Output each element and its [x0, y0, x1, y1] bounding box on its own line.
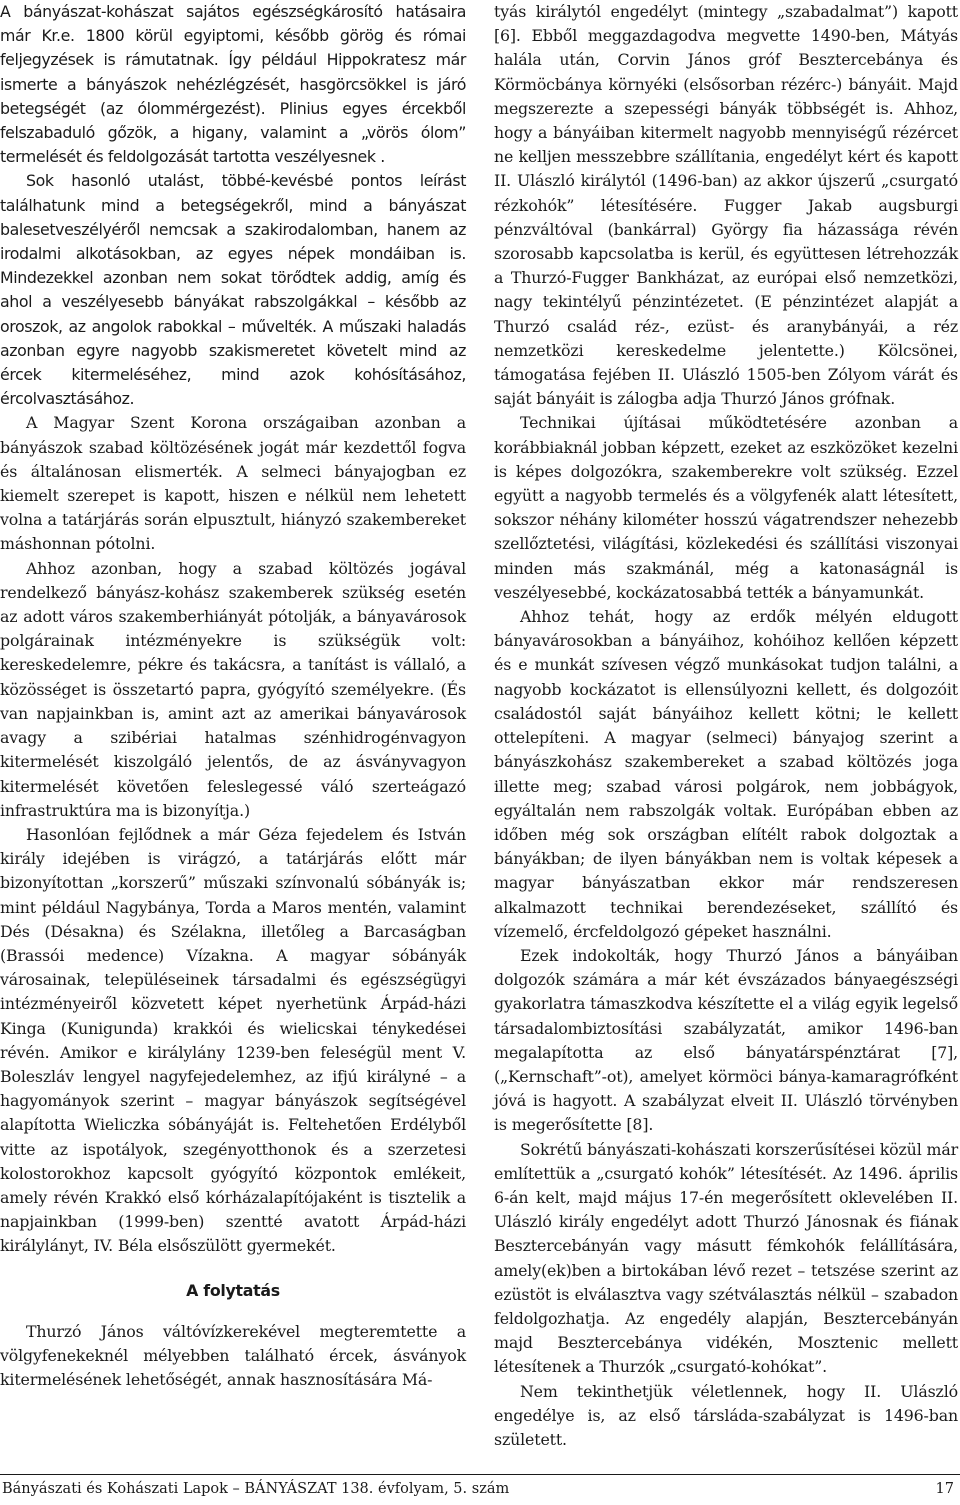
- section-heading: A folytatás: [186, 1280, 280, 1300]
- paragraph: Sok hasonló utalást, többé-kevésbé pontos leírást találhatunk mind a betegségekről, mind a bányászat balesetveszélyéről nemcsak a szakirodalomban, hanem az irodalmi alkotásokban, az egyes népek mondáiban is. Mindezekkel azonban nem sokat törődtek addig, amíg és ahol a veszélyesebb bányákat rabszolgákkal – később az oroszok, az angolok rabokkal – művelték. A műszaki haladás azonban egyre nagyobb szakismeretet követelt mind az ércek kitermeléséhez, mind azok kohósításához, ércolvasztásához.: [0, 171, 466, 409]
- paragraph: Ezek indokolták, hogy Thurzó János a bányáiban dolgozók számára a már két évszázados bányaegészségi gyakorlatra támaszkodva készítette el a világ egyik legelső társadalombiztosítási szabályzatát, amikor 1496-ban megalapította az első bányatárspénztárat [7], („Kernschaft”-ot), amelyet körmöci bánya-kamaragrófként jóvá is hagyott. A szabályzat elveit II. Ulászló törvényben is megerősítette [8].: [494, 945, 958, 1135]
- right-column: [494, 0, 958, 1452]
- paragraph: A bányászat-kohászat sajátos egészségkárosító hatásaira már Kr.e. 1800 körül egyiptomi, később görög és római feljegyzések is rámutatnak. Így például Hippokratesz már ismerte a bányászok nehézlégzését, hasgörcsökkel is járó betegségét (az ólommérgezést). Plinius egyes ércekből felszabaduló gőzök, a higany, valamint a „vörös ólom” termelését és feldolgozását tartotta veszélyesnek .: [0, 2, 466, 167]
- paragraph: Ahhoz azonban, hogy a szabad költözés jogával rendelkező bányász-kohász szakemberek szükség esetén az adott város szakemberhiányát pótolják, a bányavárosok polgárainak intézményekre is szükségük volt: kereskedelemre, pékre és takácsra, a tanítást is vállaló, a közösséget is összetartó papra, gyógyító személyekre. (És van napjainkban is, amint azt az amerikai bányavárosok avagy a szibériai hatalmas szénhidrogénvagyon kitermelését kiszolgáló jelentős, de az ásványvagyon kitermelését követően feleslegessé váló szerteágazó infrastruktúra ma is bizonyítja.): [0, 558, 466, 820]
- paragraph: A Magyar Szent Korona országaiban azonban a bányászok szabad költözésének jogát már kezdettől fogva és általánosan elismerték. A selmeci bányajogban ez kiemelt szerepet is kapott, hiszen e nélkül nem lehetett volna a tatárjárás során elpusztult, hiányzó szakembereket máshonnan pótolni.: [0, 413, 466, 554]
- journal-citation: Bányászati és Kohászati Lapok – BÁNYÁSZAT 138. évfolyam, 5. szám: [2, 1481, 510, 1497]
- footer-rule: [0, 1474, 960, 1475]
- paragraph: Hasonlóan fejlődnek a már Géza fejedelem és István király idejében is virágzó, a tatárjárás előtt már bizonyítottan „korszerű” műszaki színvonalú sóbányák is; mint például Nagybánya, Torda a Maros mentén, valamint Dés (Désakna) és Szélakna, illetőleg a Barcaságban (Brassói medence) Vízakna. A magyar sóbányák városainak, településeinek társadalmi és egészségügyi intézményeiről közvetett képet nyerhetünk Árpád-házi Kinga (Kunigunda) krakkói és wielicskai ténykedései révén. Amikor e királylány 1239-ben feleségül ment V. Boleszláv lengyel nagyfejedelemhez, az ifjú királyné – a hagyományok szerint – magyar bányászok segítségével alapította Wieliczka sóbányáját is. Feltehetően Erdélyből vitte az ispotályok, szegényotthonok és a szerzetesi kolostorokhoz kapcsolt gyógyító központok emlékeit, amely révén Krakkó első kórházalapítójaként is tisztelik a napjainkban (1999-ben) szentté avatott Árpád-házi királylányt, IV. Béla elsőszülött gyermekét.: [0, 824, 466, 1256]
- paragraph: Ahhoz tehát, hogy az erdők mélyén eldugott bányavárosokban a bányáihoz, kohóihoz kellően képzett és e munkát szívesen végző munkásokat tudjon találni, a nagyobb kockázatot is ellensúlyozni kellett, és dolgozóit családostól saját bányáihoz kellett kötni; le kellett ottelepíteni. A magyar (selmeci) bányajog szerint a bányászkohász szakembereket a szabad költözés joga illette meg; szabad városi polgárok, nem jobbágyok, egyáltalán nem rabszolgák voltak. Európában ebben az időben még sok országban elítélt rabok dolgoztak a bányákban; de ilyen bányákban nem is voltak képesek a magyar bányászatban ekkor már rendszeresen alkalmazott technikai berendezéseket, szállító és vízemelő, ércfeldolgozó gépeket használni.: [494, 607, 958, 941]
- page-footer: [0, 1481, 960, 1503]
- paragraph: Nem tekinthetjük véletlennek, hogy II. Ulászló engedélye is, az első társláda-szabályzat is 1496-ban született.: [494, 1381, 958, 1449]
- paragraph: tyás királytól engedélyt (mintegy „szabadalmat”) kapott [6]. Ebből meggazdagodva megvette 1490-ben, Mátyás halála után, Corvin János gróf Besztercebánya és Körmöcbánya környéki (elsősorban rézérc-) bányáit. Majd megszerezte a szepességi bányák többségét is. Ahhoz, hogy a bányáiban kitermelt nagyobb mennyiségű rézércet ne kelljen messzebbre szállítania, engedélyt kért és kapott II. Ulászló királytól (1496-ban) az akkor újszerű „csurgató rézkohók” létesítésére. Fugger Jakab augsburgi pénzváltóval (bankárral) György fia házassága révén szorosabb kapcsolatba is kerül, és együttesen létrehozzák a Thurzó-Fugger Bankházat, az európai első nemzetközi, nagy tekintélyű pénzintézetet. (E pénzintézet alapját a Thurzó család réz-, ezüst- és aranybányái, a réz nemzetközi kereskedelme jelentette.) Kölcsönei, támogatása fejében II. Ulászló 1505-ben Zólyom várát és saját bányáit is zálogba adja Thurzó János grófnak.: [494, 2, 958, 409]
- page-number: 17: [935, 1481, 954, 1497]
- paragraph: Thurzó János váltóvízkerekével megteremtette a völgyfenekeknél mélyebben található ércek, ásványok kitermelésének lehetőségét, annak hasznosítására Má-: [0, 1321, 466, 1389]
- paragraph: Sokrétű bányászati-kohászati korszerűsítései közül már említettük a „csurgató kohók” létesítését. Az 1496. április 6-án kelt, majd május 17-én megerősített oklevelében II. Ulászló király engedélyt adott Thurzó Jánosnak és fiának Besztercebányán vagy másutt fémkohók felállítására, amely(ek)ben a birtokában lévő rezet – tetszése szerint az ezüstöt is elválasztva vagy szétválasztás nélkül – szabadon feldolgozhatja. Az engedély alapján, Besztercebányán majd Besztercebánya vidékén, Mosztenic mellett létesítenek a Thurzók „csurgató-kohókat”.: [494, 1139, 958, 1377]
- left-column: [0, 0, 466, 1392]
- paragraph: Technikai újításai működtetésére azonban a korábbiaknál jobban képzett, ezeket az eszközöket kezelni is képes dolgozókra, szakemberekre volt szükség. Ezzel együtt a nagyobb termelés és a völgyfenék alatt létesített, sokszor néhány kilométer hosszú vágatrendszer nehezebb szellőztetési, világítási, közlekedési és szállítási viszonyai minden más szakmánál, még a katonaságnál is veszélyesebbé, kockázatosabbá tették a bányamunkát.: [494, 413, 958, 602]
